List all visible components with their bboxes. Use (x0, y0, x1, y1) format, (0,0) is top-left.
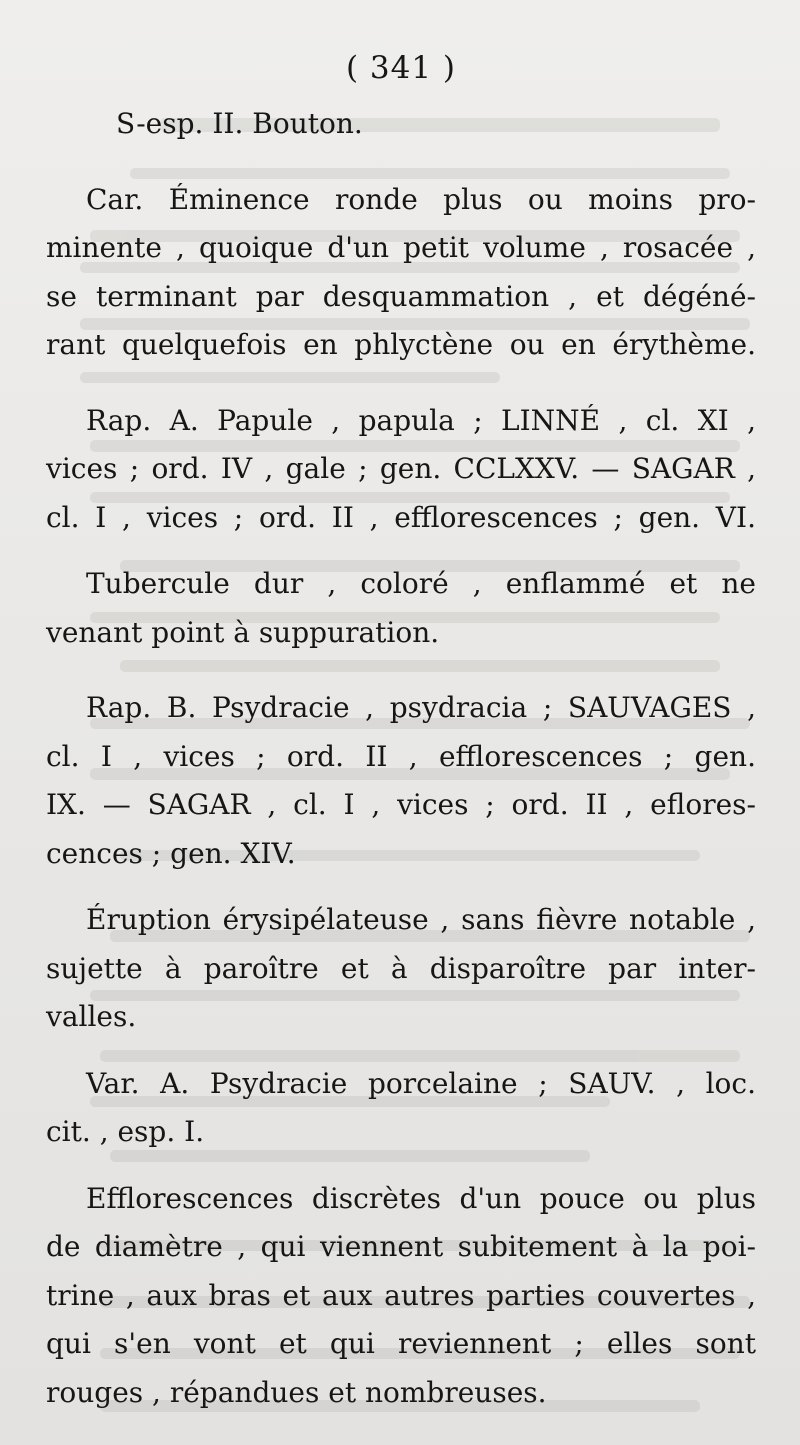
text-line: cl. I , vices ; ord. II , efflorescences ; gen. (46, 739, 756, 773)
text-line: vices ; ord. IV , gale ; gen. CCLXXV. — SAGAR , (46, 452, 756, 485)
text-line: trine , aux bras et aux autres parties couvertes , (46, 1278, 756, 1312)
text-line: cit. , esp. I. (46, 1115, 205, 1148)
rapport-a-description (46, 560, 756, 657)
rapport-b-paragraph (46, 684, 756, 878)
text-line: qui s'en vont et qui reviennent ; elles sont (46, 1327, 756, 1360)
text-line: cl. I , vices ; ord. II , efflorescences ; gen. VI. (46, 500, 756, 534)
subspecies-heading: S-esp. II. Bouton. (116, 107, 363, 140)
text-line: rant quelquefois en phlyctène ou en érythème. (46, 328, 756, 361)
character-paragraph (46, 176, 756, 370)
page-text (46, 40, 756, 1417)
text-line: Éruption érysipélateuse , sans fièvre notable , (86, 903, 756, 936)
text-line: Rap. B. Psydracie , psydracia ; SAUVAGES , (86, 691, 756, 724)
text-line: Var. A. Psydracie porcelaine ; SAUV. , loc. (86, 1066, 756, 1100)
text-line: se terminant par desquammation , et dégéné- (46, 279, 756, 313)
text-line: IX. — SAGAR , cl. I , vices ; ord. II , eflores- (46, 788, 756, 821)
text-line: cences ; gen. XIV. (46, 836, 296, 870)
text-line: sujette à paroître et à disparoître par inter- (46, 951, 756, 985)
text-line: minente , quoique d'un petit volume , rosacée , (46, 231, 756, 264)
text-line: de diamètre , qui viennent subitement à la poi- (46, 1230, 756, 1263)
variety-a-description (46, 1175, 756, 1418)
page-number: ( 341 ) (345, 50, 457, 86)
variety-a-paragraph (46, 1060, 756, 1157)
rapport-b-description (46, 896, 756, 1042)
rapport-a-paragraph (46, 397, 756, 543)
text-line: valles. (46, 1000, 137, 1033)
text-line: Rap. A. Papule , papula ; LINNÉ , cl. XI , (86, 403, 756, 437)
text-line: venant point à suppuration. (46, 615, 440, 649)
text-line: rouges , répandues et nombreuses. (46, 1375, 547, 1409)
text-line: Car. Éminence ronde plus ou moins pro- (86, 182, 756, 216)
text-line: Tubercule dur , coloré , enflammé et ne (86, 567, 756, 600)
text-line: Efflorescences discrètes d'un pouce ou plus (86, 1181, 756, 1215)
